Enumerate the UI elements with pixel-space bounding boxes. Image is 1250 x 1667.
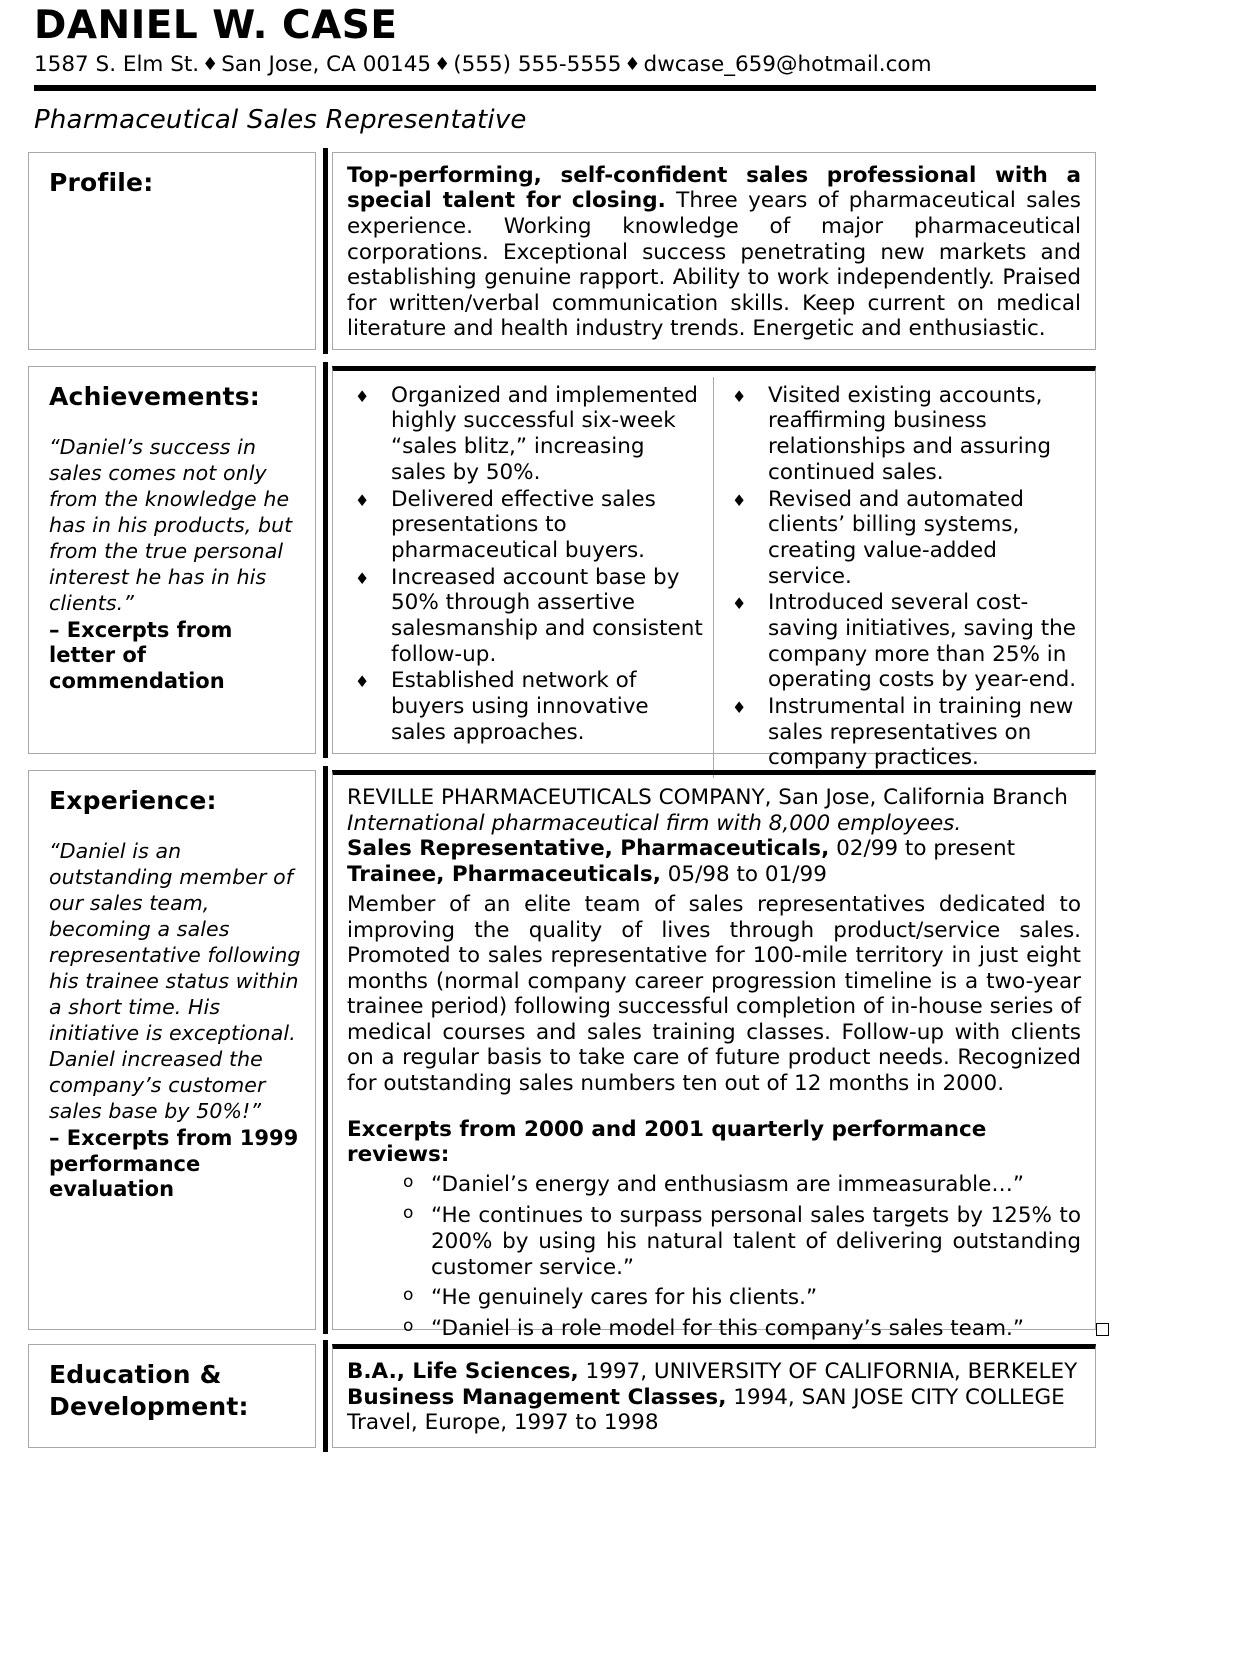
experience-section — [28, 770, 1096, 1342]
role-secondary-dates: 05/98 to 01/99 — [660, 862, 827, 888]
column-divider — [316, 366, 332, 754]
page-title: DANIEL W. CASE — [34, 3, 398, 48]
education-entry-detail: 1994, SAN JOSE CITY COLLEGE — [726, 1384, 1065, 1410]
diamond-bullet-icon: ♦ — [732, 386, 747, 406]
diamond-bullet-icon: ♦ — [732, 594, 747, 614]
experience-attribution: – Excerpts from 1999 performance evaluation — [49, 1126, 299, 1201]
education-label — [49, 1359, 301, 1424]
profile-body: Three years of pharmaceutical sales experience. Working knowledge of major pharmaceutical corporations. Exceptional success penetrating new markets and establishing genuine rapport. Ability to work independently. Praised for written/verbal communication skills. Keep current on medical literature and health industry trends. Energetic and enthusiastic. — [347, 188, 1082, 342]
role-secondary-title: Trainee, Pharmaceuticals, — [347, 862, 661, 888]
diamond-separator-icon: ♦ — [624, 53, 641, 75]
list-item — [345, 383, 703, 486]
spacer — [0, 350, 1250, 366]
contact-city: San Jose, CA 00145 — [221, 51, 432, 77]
list-item-text: Visited existing accounts, reaffirming business relationships and assuring continued sales. — [768, 382, 1051, 485]
diamond-bullet-icon: ♦ — [732, 698, 747, 718]
contact-phone: (555) 555-5555 — [453, 51, 622, 77]
list-item — [347, 1285, 1081, 1311]
list-item — [347, 1172, 1081, 1198]
diamond-bullet-icon: ♦ — [732, 490, 747, 510]
list-item-text: “He genuinely cares for his clients.” — [431, 1285, 818, 1311]
role-primary — [347, 836, 1081, 862]
list-item-text: Revised and automated clients’ billing systems, creating value-added service. — [768, 486, 1024, 589]
diamond-bullet-icon: ♦ — [355, 386, 370, 406]
list-item — [345, 565, 703, 668]
diamond-separator-icon: ♦ — [434, 53, 451, 75]
list-item-text: Delivered effective sales presentations to pharmaceutical buyers. — [391, 486, 656, 563]
achievements-attribution: – Excerpts from letter of commendation — [49, 618, 233, 693]
role-secondary — [347, 862, 1081, 888]
achievements-list-right — [722, 383, 1081, 771]
education-entry-degree: Business Management Classes, — [347, 1384, 727, 1410]
education-entry — [347, 1359, 1081, 1385]
list-item — [345, 668, 703, 745]
education-entry-detail: 1997, UNIVERSITY OF CALIFORNIA, BERKELEY — [578, 1358, 1078, 1384]
resume-header — [0, 0, 1250, 77]
diamond-separator-icon: ♦ — [202, 53, 219, 75]
experience-label-cell — [28, 770, 316, 1330]
experience-quote: “Daniel is an outstanding member of our sales team, becoming a sales representative following his trainee status within a short time. His initiative is exceptional. Daniel increased the company’s customer sales base by 50%!” — [49, 839, 301, 1124]
list-item-text: Instrumental in training new sales representatives on company practices. — [768, 694, 1074, 771]
profile-label-cell — [28, 152, 316, 350]
achievements-columns — [337, 377, 1091, 778]
list-item-text: Introduced several cost-saving initiatives, saving the company more than 25% in operating costs by year-end. — [768, 590, 1077, 693]
list-item — [722, 383, 1081, 486]
reviews-heading: Excerpts from 2000 and 2001 quarterly performance reviews: — [347, 1116, 987, 1168]
circle-bullet-icon: o — [403, 1316, 414, 1337]
achievements-content-cell — [332, 366, 1096, 771]
education-label-cell — [28, 1344, 316, 1448]
achievements-label-cell — [28, 366, 316, 754]
education-label-line2: Development: — [49, 1392, 249, 1422]
list-item — [347, 1203, 1081, 1280]
column-divider — [316, 152, 332, 350]
job-tagline: Pharmaceutical Sales Representative — [34, 104, 527, 135]
list-item — [345, 487, 703, 564]
list-item-text: Organized and implemented highly successful six-week “sales blitz,” increasing sales by 50%. — [391, 382, 698, 485]
contact-address: 1587 S. Elm St. — [34, 51, 200, 77]
education-entry — [347, 1410, 1081, 1436]
profile-content-cell — [332, 152, 1096, 350]
role-primary-title: Sales Representative, Pharmaceuticals, — [347, 836, 830, 862]
contact-email: dwcase_659@hotmail.com — [643, 51, 932, 77]
education-label-line1: Education & — [49, 1359, 222, 1389]
experience-description: Member of an elite team of sales representatives dedicated to improving the quality of lives through product/service sales. Promoted to sales representative for 100-mile territory in just eight months (normal company career progression timeline is a two-year trainee period) following successful completion of in-house series of medical courses and sales training classes. Follow-up with clients on a regular basis to take care of future product needs. Recognized for outstanding sales numbers ten out of 12 months in 2000. — [347, 891, 1081, 1096]
list-item — [722, 694, 1081, 771]
education-section — [28, 1344, 1096, 1448]
list-item-text: Increased account base by 50% through assertive salesmanship and consistent follow-up. — [391, 564, 703, 667]
education-entry-detail: Travel, Europe, 1997 to 1998 — [347, 1410, 659, 1436]
column-divider — [316, 770, 332, 1330]
experience-label: Experience: — [49, 785, 217, 815]
profile-section — [28, 152, 1096, 350]
circle-bullet-icon: o — [403, 1202, 414, 1223]
circle-bullet-icon: o — [403, 1285, 414, 1306]
profile-paragraph — [347, 163, 1081, 342]
diamond-bullet-icon: ♦ — [355, 568, 370, 588]
achievements-section — [28, 366, 1096, 771]
profile-label: Profile: — [49, 167, 154, 197]
list-item — [722, 487, 1081, 590]
list-item — [722, 590, 1081, 693]
column-divider — [316, 1344, 332, 1448]
circle-bullet-icon: o — [403, 1172, 414, 1193]
achievements-list-left — [345, 383, 703, 746]
employer-descriptor: International pharmaceutical firm with 8,000 employees. — [347, 810, 962, 836]
achievements-column-right — [714, 377, 1091, 778]
education-entry-degree: B.A., Life Sciences, — [347, 1358, 579, 1384]
list-item-text: “Daniel is a role model for this company’s sales team.” — [431, 1316, 1024, 1342]
employer-name: REVILLE PHARMACEUTICALS COMPANY, San Jose, California Branch — [347, 784, 1068, 810]
list-item-text: “He continues to surpass personal sales targets by 125% to 200% by using his natural talent of delivering outstanding customer service.” — [431, 1202, 1081, 1280]
resize-handle[interactable] — [1096, 1323, 1109, 1336]
diamond-bullet-icon: ♦ — [355, 490, 370, 510]
experience-content-cell — [332, 770, 1096, 1342]
reviews-list — [347, 1172, 1081, 1342]
achievements-quote: “Daniel’s success in sales comes not only from the knowledge he has in his products, but from the true personal interest he has in his clients.” — [49, 435, 293, 616]
contact-line — [34, 53, 1220, 77]
profile-lead: Top-performing, self-confident sales professional with a special talent for closing. — [347, 162, 1081, 214]
spacer — [0, 136, 1250, 152]
education-entry — [347, 1385, 1081, 1411]
list-item-text: “Daniel’s energy and enthusiasm are immeasurable…” — [431, 1172, 1024, 1198]
role-primary-dates: 02/99 to present — [829, 836, 1016, 862]
education-content-cell — [332, 1344, 1096, 1448]
diamond-bullet-icon: ♦ — [355, 672, 370, 692]
list-item-text: Established network of buyers using innovative sales approaches. — [391, 668, 649, 745]
achievements-column-left — [337, 377, 714, 778]
list-item — [347, 1316, 1081, 1342]
achievements-label: Achievements: — [49, 381, 260, 411]
